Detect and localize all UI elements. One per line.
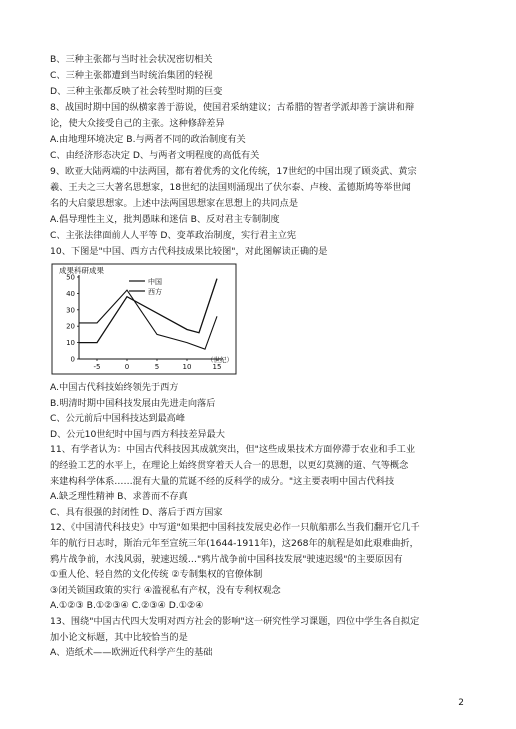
y-tick-label: 30 [66, 306, 75, 315]
text-line: 加小论文标题，其中比较恰当的是 [50, 631, 188, 643]
series-line-west [79, 290, 217, 349]
text-line: 羲、王夫之三大著名思想家，18世纪的法国则涌现出了伏尔泰、卢梭、孟德斯鸠等举世闻 [50, 182, 411, 193]
y-tick-label: 50 [66, 273, 75, 282]
text-line: 9、欧亚大陆两端的中法两国，都有着优秀的文化传统，17世纪的中国出现了顾炎武、黄宗 [50, 166, 417, 177]
y-tick-label: 20 [66, 322, 75, 331]
y-tick-label: 40 [66, 289, 75, 298]
chart-svg [51, 263, 237, 375]
text-line: ③闭关锁国政策的实行 ④滥视私有产权，没有专利权观念 [50, 584, 281, 596]
text-line: 论，使大众接受自己的主张。这种修辞差异 [50, 118, 225, 129]
x-tick-label: 0 [124, 363, 130, 371]
text-line: C、具有很强的封闭性 D、落后于西方国家 [50, 506, 223, 518]
text-line: D、三种主张都反映了社会转型时期的巨变 [50, 86, 223, 97]
text-line: ①重人伦、轻自然的文化传统 ②专制集权的官僚体制 [50, 569, 263, 581]
text-line: A.①②③ B.①②③④ C.②③④ D.①②④ [50, 600, 204, 612]
text-line: 的经验工艺的水平上，在理论上始终贯穿着天人合一的思想，以更幻莫测的道、气等概念 [50, 460, 409, 471]
text-line: A.倡导理性主义，批判愚昧和迷信 B、反对君主专制制度 [50, 214, 280, 225]
legend-label: 西方 [148, 288, 162, 296]
tech-comparison-chart [51, 263, 237, 375]
text-line: C、主张法律面前人人平等 D、变革政治制度，实行君主立宪 [50, 230, 297, 241]
text-line: B.明清时期中国科技发展由先进走向落后 [50, 397, 216, 409]
x-axis-label: （世纪） [207, 356, 233, 364]
x-tick-label: 5 [154, 363, 160, 371]
text-line: A.缺乏理性精神 B、求善而不存真 [50, 491, 188, 503]
text-line: B、三种主张都与当时社会状况密切相关 [50, 54, 213, 65]
text-line: A.由地理环境决定 B.与两者不同的政治制度有关 [50, 134, 246, 145]
text-line: 12、《中国清代科技史》中写道"如果把中国科技发展史必作一只航船那么当我们翻开它几千 [50, 522, 420, 534]
text-line: A.中国古代科技始终领先于西方 [50, 382, 179, 393]
text-line: 8、战国时期中国的纵横家善于游说，使国君采纳建议；古希腊的智者学派却善于演讲和辩 [50, 102, 415, 113]
text-line: A、造纸术——欧洲近代科学产生的基础 [50, 647, 213, 659]
y-tick-label: 10 [66, 339, 75, 348]
text-line: C、由经济形态决定 D、与两者文明程度的高低有关 [50, 150, 260, 161]
text-line: D、公元10世纪时中国与西方科技差异最大 [50, 428, 225, 440]
text-line: 11、有学者认为：中国古代科技因其成就突出，但"这些成果技术方面停滞于农业和手工业 [50, 444, 416, 456]
text-line: 鸦片战争前，水浅风弱，驶速迟缓…"鸦片战争前中国科技发展"驶速迟缓"的主要原因有 [50, 553, 403, 565]
x-tick-label: 15 [212, 363, 222, 371]
x-tick-label: -5 [93, 363, 101, 371]
legend-label: 中国 [148, 278, 162, 286]
text-line: 年的航行日志时，斯治元年至宣统三年(1644-1911年)，这268年的航程是如此艰难曲折， [50, 538, 419, 549]
text-line: 来建构科学体系……混有大量的荒诞不经的反科学的成分。"这主要表明中国古代科技 [50, 475, 395, 487]
text-line: 10、下图是"中国、西方古代科技成果比较图"，对此图解读正确的是 [50, 246, 328, 257]
text-line: 13、围绕"中国古代四大发明对西方社会的影响"这一研究性学习课题，四位中学生各自拟定 [50, 616, 420, 627]
chart-title: 成果科研成果 [59, 266, 104, 275]
x-tick-label: 10 [182, 363, 192, 371]
text-line: C、三种主张都遭到当时统治集团的轻视 [50, 70, 213, 81]
text-line: C、公元前后中国科技达到最高峰 [50, 413, 186, 425]
text-line: 名的大启蒙思想家。上述中法两国思想家在思想上的共同点是 [50, 198, 299, 209]
page-number: 2 [458, 698, 464, 708]
y-tick-label: 0 [70, 355, 75, 364]
